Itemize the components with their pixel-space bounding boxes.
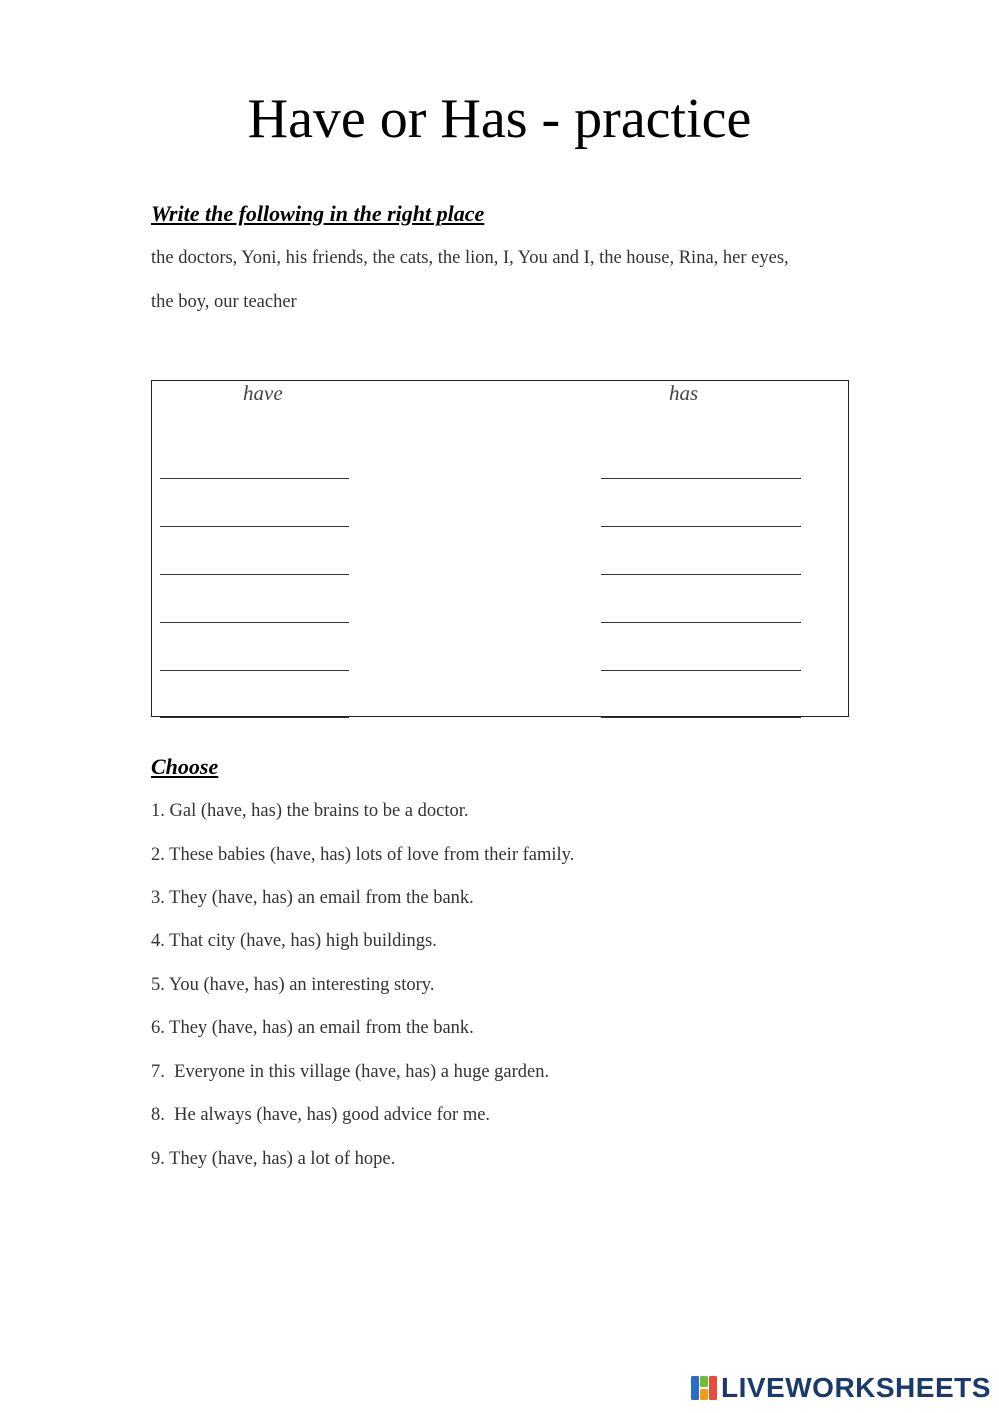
page-title: Have or Has - practice (247, 88, 752, 150)
question-item: 2. These babies (have, has) lots of love from their family. (151, 845, 575, 865)
question-item: 5. You (have, has) an interesting story. (151, 975, 435, 995)
answer-blank-have-2[interactable] (160, 526, 349, 527)
question-item: 9. They (have, has) a lot of hope. (151, 1149, 396, 1169)
answer-blank-have-6[interactable] (160, 717, 349, 718)
answer-blank-has-6[interactable] (601, 717, 801, 718)
question-item: 4. That city (have, has) high buildings. (151, 931, 437, 951)
word-bank-line-2: the boy, our teacher (151, 292, 297, 312)
answer-blank-has-3[interactable] (601, 574, 801, 575)
question-item: 1. Gal (have, has) the brains to be a doctor. (151, 801, 469, 821)
section-heading-choose: Choose (151, 754, 219, 779)
sorting-table (151, 380, 849, 717)
answer-blank-have-5[interactable] (160, 670, 349, 671)
liveworksheets-brand (690, 1370, 991, 1406)
liveworksheets-wordmark: LIVEWORKSHEETS (721, 1372, 991, 1403)
liveworksheets-logo-icon (690, 1374, 718, 1402)
question-item: 7. Everyone in this village (have, has) a huge garden. (151, 1062, 550, 1082)
word-bank-line-1: the doctors, Yoni, his friends, the cats, the lion, I, You and I, the house, Rina, her eyes, (151, 248, 789, 268)
section-heading-sort: Write the following in the right place (151, 201, 485, 226)
question-item: 6. They (have, has) an email from the bank. (151, 1018, 474, 1038)
answer-blank-has-2[interactable] (601, 526, 801, 527)
answer-blank-have-3[interactable] (160, 574, 349, 575)
answer-blank-have-4[interactable] (160, 622, 349, 623)
column-header-has: has (669, 381, 699, 405)
column-header-have: have (243, 381, 283, 405)
answer-blank-have-1[interactable] (160, 478, 349, 479)
question-item: 3. They (have, has) an email from the bank. (151, 888, 474, 908)
question-item: 8. He always (have, has) good advice for me. (151, 1105, 491, 1125)
answer-blank-has-5[interactable] (601, 670, 801, 671)
answer-blank-has-4[interactable] (601, 622, 801, 623)
answer-blank-has-1[interactable] (601, 478, 801, 479)
